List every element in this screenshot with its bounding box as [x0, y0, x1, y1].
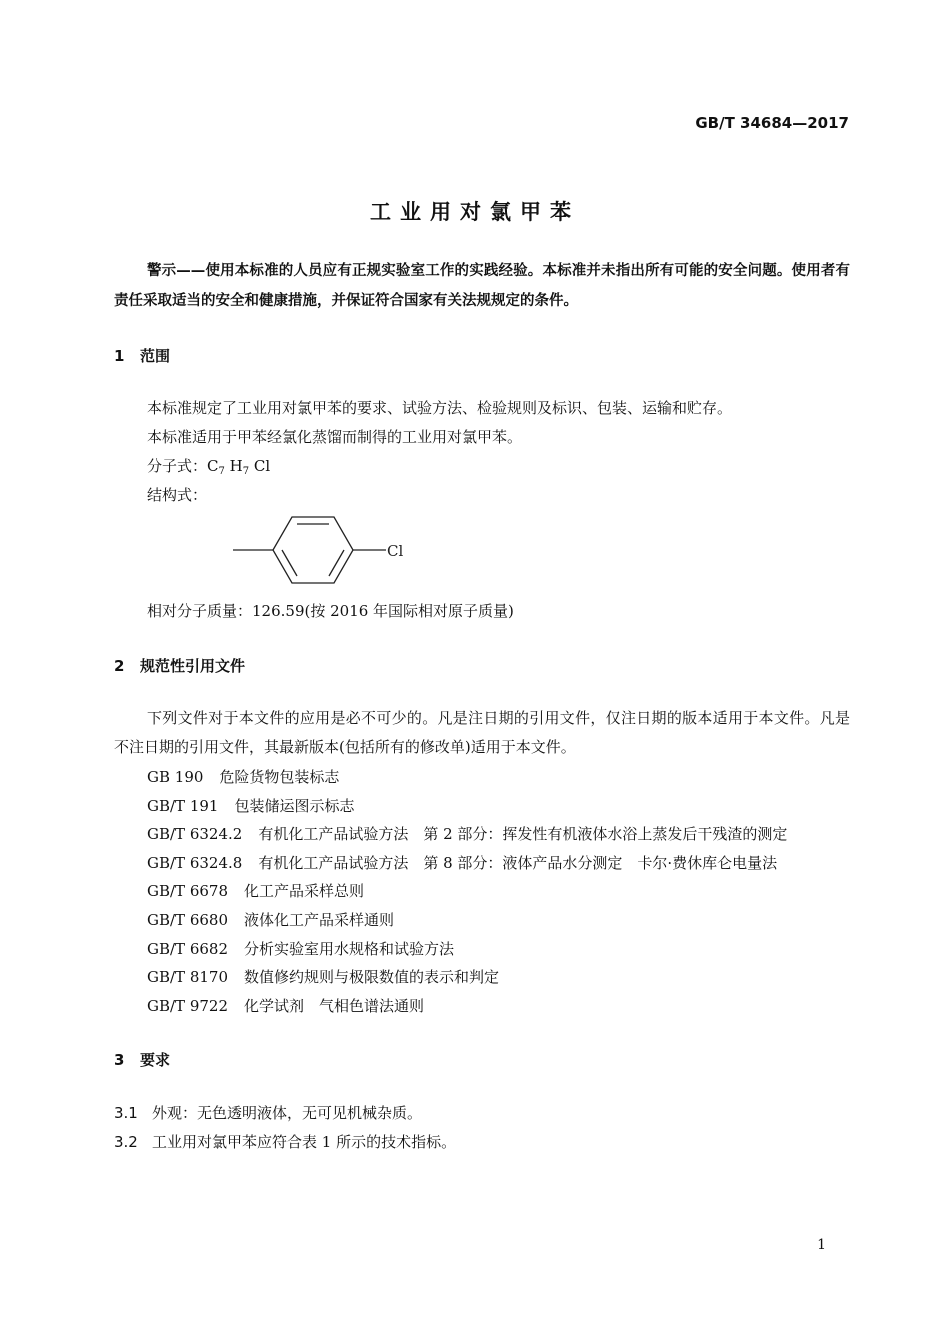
section-number: 3 [114, 1051, 125, 1069]
section-number: 1 [114, 347, 125, 365]
requirement-item [114, 1102, 422, 1123]
standard-number: GB/T 34684—2017 [695, 114, 849, 132]
reference-code: GB 190 [147, 768, 204, 786]
formula-c-subscript: 7 [218, 466, 225, 477]
reference-title: 分析实验室用水规格和试验方法 [244, 940, 455, 958]
reference-title: 化工产品采样总则 [244, 882, 365, 900]
reference-title: 数值修约规则与极限数值的表示和判定 [244, 968, 500, 986]
scope-paragraph-2: 本标准适用于甲苯经氯化蒸馏而制得的工业用对氯甲苯。 [147, 428, 523, 446]
references-intro: 下列文件对于本文件的应用是必不可少的。凡是注日期的引用文件，仅注日期的版本适用于本文件。凡是不注日期的引用文件，其最新版本(包括所有的修改单)适用于本文件。 [114, 709, 850, 756]
reference-item [147, 995, 424, 1016]
reference-item [147, 966, 499, 987]
reference-item [147, 909, 394, 930]
reference-code: GB/T 8170 [147, 968, 229, 986]
section-2-heading [114, 655, 245, 676]
structure-label: 结构式： [147, 486, 208, 504]
reference-item [147, 795, 354, 816]
section-title: 要求 [140, 1051, 171, 1069]
reference-item [147, 766, 339, 787]
inner-double-bond-left [282, 550, 297, 576]
document-title: 工业用对氯甲苯 [370, 200, 580, 224]
molecular-formula-line [147, 455, 270, 477]
section-1-heading [114, 345, 170, 366]
clause-text: 外观：无色透明液体，无可见机械杂质。 [152, 1104, 423, 1122]
scope-paragraph-1: 本标准规定了工业用对氯甲苯的要求、试验方法、检验规则及标识、包装、运输和贮存。 [147, 399, 733, 417]
formula-h: H [229, 457, 243, 475]
reference-title: 液体化工产品采样通则 [244, 911, 395, 929]
molar-mass-line: 相对分子质量：126.59(按 2016 年国际相对原子质量) [147, 602, 514, 620]
warning-paragraph: 警示——使用本标准的人员应有正规实验室工作的实践经验。本标准并未指出所有可能的安全问题。使用者有责任采取适当的安全和健康措施，并保证符合国家有关法规规定的条件。 [114, 263, 850, 309]
section-title: 规范性引用文件 [140, 657, 246, 675]
clause-number: 3.2 [114, 1133, 138, 1151]
reference-code: GB/T 6678 [147, 882, 229, 900]
reference-code: GB/T 6324.2 [147, 825, 243, 843]
reference-title: 化学试剂 气相色谱法通则 [244, 997, 425, 1015]
formula-cl: Cl [253, 457, 271, 475]
reference-code: GB/T 6680 [147, 911, 229, 929]
requirement-item [114, 1131, 456, 1152]
reference-title: 有机化工产品试验方法 第 8 部分：液体产品水分测定 卡尔·费休库仑电量法 [258, 854, 778, 872]
formula-label: 分子式： [147, 457, 208, 475]
formula-c: C [207, 457, 219, 475]
reference-title: 包装储运图示标志 [234, 797, 355, 815]
reference-item [147, 823, 787, 844]
reference-code: GB/T 9722 [147, 997, 229, 1015]
structural-formula [225, 510, 415, 595]
section-number: 2 [114, 657, 125, 675]
clause-text: 工业用对氯甲苯应符合表 1 所示的技术指标。 [152, 1133, 457, 1151]
reference-code: GB/T 191 [147, 797, 219, 815]
chlorine-label: Cl [387, 542, 404, 560]
section-3-heading [114, 1049, 170, 1070]
reference-item [147, 938, 454, 959]
inner-double-bond-right [329, 550, 344, 576]
section-title: 范围 [140, 347, 171, 365]
benzene-ring [273, 517, 353, 583]
reference-title: 有机化工产品试验方法 第 2 部分：挥发性有机液体水浴上蒸发后干残渣的测定 [258, 825, 788, 843]
reference-code: GB/T 6324.8 [147, 854, 243, 872]
reference-code: GB/T 6682 [147, 940, 229, 958]
page-number: 1 [817, 1237, 826, 1253]
formula-h-subscript: 7 [242, 466, 250, 477]
reference-title: 危险货物包装标志 [219, 768, 340, 786]
reference-item [147, 880, 364, 901]
reference-item [147, 852, 777, 873]
clause-number: 3.1 [114, 1104, 138, 1122]
